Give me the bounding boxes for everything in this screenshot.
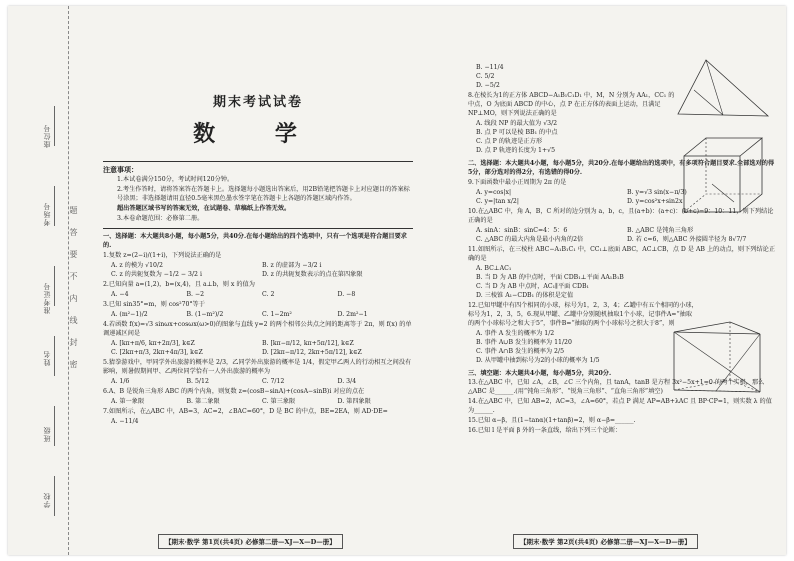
binding-line — [54, 266, 55, 306]
option: B. −2 — [186, 290, 205, 298]
binding-line — [54, 106, 55, 146]
median-line — [706, 60, 723, 115]
option: B. 第二象限 — [186, 397, 220, 405]
triangle-figure — [668, 54, 778, 122]
notice-item-highlight: 超出答题区域书写的答案无效，在试题卷、草稿纸上作答无效。 — [117, 204, 291, 212]
section-heading: 二、选择题：本大题共4小题，每小题5分，共20分.在每小题给出的选项中，有多项符合题目要求.全部选对的得5分，部分选对的得2分，有选错的得0分. — [468, 159, 775, 176]
question-options — [111, 291, 413, 300]
question-options — [476, 64, 626, 91]
question-6: 6.A、B 是锐角三角形 ABC 的两个内角，则复数 z=(cosB−sinA)+(cosA−sinB)i 对应的点在 — [103, 387, 365, 395]
prism-figure — [668, 318, 768, 396]
option: C. 事件 A∩B 发生的概率为 2/5 — [476, 347, 565, 355]
question-options — [111, 398, 413, 407]
question-10: 10.在△ABC 中，角 A，B，C 所对的边分别为 a，b，c，且(a+b)：(a+c)：(b+c)=9：10：11，则下列结论正确的是 — [468, 207, 774, 224]
option: A. 事件 A 发生的概率为 1/2 — [476, 329, 555, 337]
option: B. △ABC 是钝角三角形 — [627, 226, 694, 234]
option: C. 当 D 为 AB 中点时，AC₁∥平面 CDB₁ — [476, 282, 590, 290]
seal-word: 内 — [69, 294, 78, 302]
option: B. [kπ−π/12, kπ+5π/12], k∈Z — [262, 339, 354, 347]
segment-mo — [712, 184, 734, 202]
seal-word: 线 — [69, 316, 78, 324]
option: B. y=√3 sin(x−π/3) — [627, 188, 687, 196]
binding-line — [54, 406, 55, 446]
binding-label-ticket: 准考证号 — [43, 282, 51, 314]
question-options — [111, 340, 413, 358]
binding-label-name: 姓名 — [43, 350, 51, 366]
option: A. −4 — [111, 290, 129, 298]
left-page — [103, 6, 413, 427]
binding-label-class: 班级 — [43, 426, 51, 442]
binding-strip — [8, 6, 69, 555]
question-options — [111, 378, 413, 387]
notice-item: 3.本卷命题范围：必修第二册。 — [117, 214, 204, 222]
binding-line — [54, 186, 55, 226]
option: C. [2kπ+π/3, 2kπ+4π/3], k∈Z — [111, 348, 203, 356]
binding-label-seat: 座位号 — [43, 124, 51, 148]
notice-item: 2.考生作答时，请将答案答在答题卡上。选择题每小题选出答案后，用2B铅笔把答题卡上对应题目的答案标号涂黑；非选择题请用直径0.5毫米黑色墨水签字笔在答题卡上各题的答题区域内作答。 — [117, 185, 410, 202]
exam-title: 期末考试试卷 — [212, 95, 303, 110]
option: D. 第四象限 — [337, 397, 371, 405]
page-footer-left: 【期末·数学 第1页(共4页) 必修第二册—XJ—X—D—册】 — [158, 534, 343, 549]
question-8: 8.在棱长为1的正方体 ABCD−A₁B₁C₁D₁ 中，M，N 分别为 AA₁，CC₁ 的中点，O 为底面 ABCD 的中心，点 P 在正方体的表面上运动，且满足 NP⊥MO，则下列说法正确的是 — [468, 91, 675, 117]
cube-figure — [676, 132, 766, 218]
option: C. △ABC 的最大内角是最小内角的2倍 — [476, 235, 584, 243]
exam-sheet — [8, 6, 786, 555]
notice-heading: 注意事项： — [103, 164, 138, 174]
section-heading: 一、选择题：本大题共8小题，每小题5分，共40分.在每小题给出的四个选项中，只有一个选项是符合题目要求的. — [103, 232, 407, 249]
option: C. y=|tan x/2| — [476, 197, 519, 205]
cube-hidden-edges — [684, 194, 762, 212]
option: D. −5/2 — [476, 81, 500, 89]
question-options — [111, 311, 413, 320]
question-14: 14.在△ABC 中，已知 AB=2，AC=3，∠A=60°，若点 P 满足 AP=AB+λAC 且 BP·CP=1，则实数 λ 的值为______. — [468, 398, 772, 415]
option: B. 5/12 — [186, 377, 209, 385]
question-options — [476, 227, 778, 245]
seal-word: 封 — [69, 338, 78, 346]
option: D. 若 c=6，则△ABC 外接圆半径为 8√7/7 — [627, 235, 747, 243]
binding-label-room: 考场号 — [43, 202, 51, 226]
option: D. 2m²−1 — [337, 310, 368, 318]
subject-title: 数 学 — [193, 120, 323, 147]
seal-word: 不 — [69, 272, 78, 280]
option: D. 三棱锥 A₁−CDB₁ 的体积是定值 — [476, 291, 574, 299]
option: D. z 的共轭复数表示的点在第四象限 — [262, 270, 363, 278]
option: B. −11/4 — [476, 64, 504, 71]
question-2: 2.已知向量 a=(1,2)，b=(x,4)，且 a⊥b，则 x 的值为 — [103, 280, 255, 288]
option: C. 1−2m² — [262, 310, 292, 318]
option: D. 3/4 — [337, 377, 357, 385]
option: A. 线段 NP 的最大值为 √3/2 — [476, 119, 558, 127]
triangle-shape — [678, 60, 768, 116]
question-options — [476, 330, 676, 366]
option: C. 7/12 — [262, 377, 285, 385]
option: B. 当 D 为 AB 的中点时，平面 CDB₁⊥平面 AA₁B₁B — [476, 273, 624, 281]
seal-word: 答 — [69, 228, 78, 236]
question-11: 11.如图所示，在三棱柱 ABC−A₁B₁C₁ 中，CC₁⊥底面 ABC，AC⊥CB，点 D 是 AB 上的动点，则下列结论正确的是 — [468, 245, 776, 262]
option: C. 点 P 的轨迹是正方形 — [476, 137, 543, 145]
option: A. −11/4 — [111, 417, 139, 425]
prism-diagonal — [716, 334, 760, 391]
cube-top-face — [684, 138, 762, 156]
option: A. [kπ+π/6, kπ+2π/3], k∈Z — [111, 339, 195, 347]
section-heading: 三、填空题：本大题共4小题，每小题5分，共20分. — [468, 369, 612, 377]
question-1: 1.复数 z=(2−i)/(1+i)，下列说法正确的是 — [103, 251, 222, 259]
option: B. (1−m²)/2 — [186, 310, 224, 318]
segment-de — [694, 90, 723, 115]
option: B. 事件 A∪B 发生的概率为 11/20 — [476, 338, 572, 346]
notice-item: 1.本试卷满分150分，考试时间120分钟。 — [117, 175, 234, 183]
question-16: 16.已知 l 是平面 β 外的一条直线，给出下列三个论断： — [468, 427, 622, 435]
question-options — [476, 120, 686, 156]
option: A. z 的模为 √10/2 — [111, 261, 163, 269]
option: D. [2kπ−π/12, 2kπ+5π/12], k∈Z — [262, 348, 362, 356]
binding-line — [54, 336, 55, 376]
page-footer-right: 【期末·数学 第2页(共4页) 必修第二册—XJ—X—D—册】 — [513, 534, 698, 549]
option: D. 从甲罐中抽到标号为2的小球的概率为 1/5 — [476, 356, 600, 364]
seal-word: 要 — [69, 250, 78, 258]
question-15: 15.已知 α−β，且(1−tanα)(1+tanβ)=2，则 α−β=______. — [468, 417, 636, 425]
binding-label-school: 学校 — [43, 492, 51, 508]
option: D. 点 P 轨迹的长度为 1+√5 — [476, 146, 556, 154]
option: C. 第三象限 — [262, 397, 296, 405]
seal-word: 密 — [69, 360, 78, 368]
option: C. z 的共轭复数为 −1/2 − 3/2 i — [111, 270, 202, 278]
option: C. 5/2 — [476, 72, 495, 80]
option: A. 1/6 — [111, 377, 130, 385]
option: A. BC⊥AC₁ — [476, 264, 512, 272]
option: C. 2 — [262, 290, 275, 298]
option: D. y=cos²x+sin2x — [627, 197, 683, 205]
cube-side-face — [740, 138, 762, 212]
question-13: 13.在△ABC 中，已知 ∠A，∠B，∠C 三个内角，且 tanA，tanB 是方程 3x²−5x+1=0 的两个实根，那么△ABC 是______.(用“钝角三角形”、“锐角三角形”、“直角三角形”填空) — [468, 379, 765, 396]
option: D. −8 — [337, 290, 356, 298]
prism-diagonal — [674, 332, 760, 392]
question-options — [476, 265, 676, 301]
question-7: 7.如图所示，在△ABC 中，AB=3，AC=2，∠BAC=60°，D 是 BC 的中点，BE=2EA，则 AD·DE= — [103, 407, 388, 415]
prism-top-face — [674, 322, 760, 334]
option: A. sinA：sinB：sinC=4：5：6 — [476, 226, 568, 234]
option: B. z 的虚部为 −3/2 i — [262, 261, 322, 269]
question-4: 4.若函数 f(x)=√3 sinωx+cosωx(ω>0)的图象与直线 y=2 的两个相邻公共点之间的距离等于 2π，则 f(x) 的单调递减区间是 — [103, 320, 412, 337]
question-12: 12.已知甲罐中有四个相同的小球，标号为1，2，3，4；乙罐中有五个相同的小球，标号为1，2，3，5，6.现从甲罐、乙罐中分别随机抽取1个小球，记事件A=“抽取的两个小球标号之和大于5”，事件B=“抽取的两个小球标号之积大于8”，则 — [468, 301, 698, 327]
question-9: 9.下面函数中最小正周期为 2π 的是 — [468, 178, 567, 186]
question-options — [111, 262, 413, 280]
option: A. (m²−1)/2 — [111, 310, 148, 318]
option: A. y=cos|x| — [476, 188, 512, 196]
option: A. 第一象限 — [111, 397, 145, 405]
seal-word: 题 — [69, 206, 78, 214]
option: B. 点 P 可以是棱 BB₁ 的中点 — [476, 128, 558, 136]
question-3: 3.已知 sin35°=m，则 cos²70°等于 — [103, 300, 205, 308]
question-5: 5.猜拳游戏中，甲同学外出旅游的概率是 2/3，乙同学外出旅游的概率是 1/4，假定甲乙两人的行动相互之间没有影响，则暑假期间甲、乙两位同学恰有一人外出旅游的概率为 — [103, 358, 412, 375]
prism-edge — [674, 390, 760, 392]
notice-box — [103, 161, 413, 229]
binding-line — [54, 476, 55, 516]
